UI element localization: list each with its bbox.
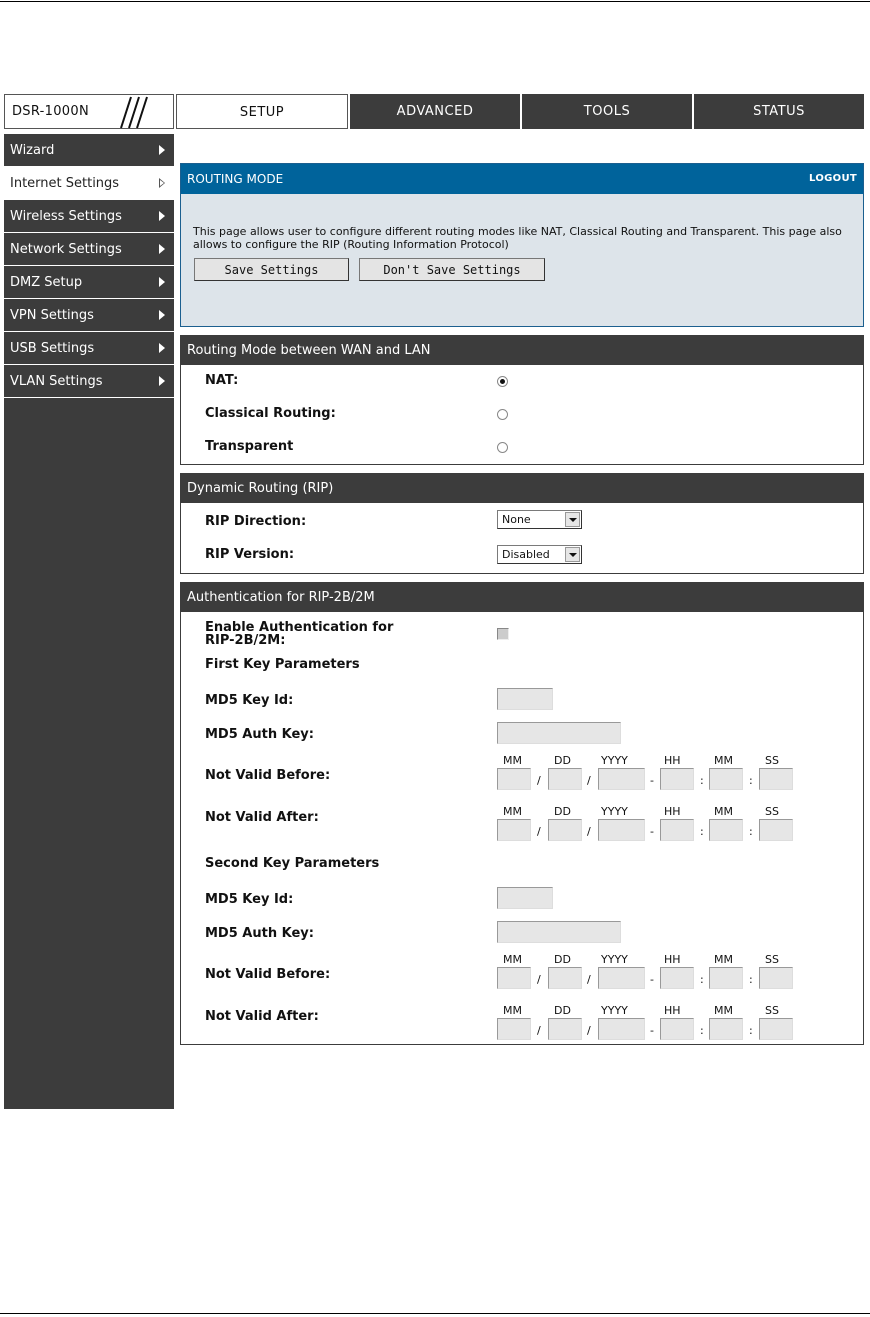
section-title: Dynamic Routing (RIP) [181, 474, 863, 503]
rip-version-select[interactable] [497, 545, 582, 564]
routing-mode-section [180, 335, 864, 465]
nat-label: NAT: [205, 373, 239, 388]
enable-auth-label-line1: Enable Authentication for [205, 620, 394, 635]
year-label: YYYY [601, 805, 628, 818]
first-not-valid-before-row [181, 751, 863, 789]
minute-label: MM [714, 1004, 733, 1017]
minute-label: MM [714, 805, 733, 818]
enable-auth-label [205, 621, 393, 647]
sidebar-item-network-settings[interactable] [4, 233, 174, 266]
classical-routing-label: Classical Routing: [205, 406, 336, 421]
first-key-title: First Key Parameters [205, 657, 360, 672]
sidebar-item-label: VLAN Settings [10, 374, 103, 389]
rip-direction-value: None [502, 513, 531, 526]
dropdown-arrow-icon [565, 512, 580, 527]
month-input[interactable] [497, 1018, 531, 1040]
sidebar-item-wireless-settings[interactable] [4, 200, 174, 233]
day-label: DD [554, 805, 571, 818]
first-md5-key-id-input[interactable] [497, 688, 553, 710]
transparent-row [181, 431, 863, 464]
hour-input[interactable] [660, 967, 694, 989]
year-input[interactable] [598, 768, 645, 790]
caret-right-icon [159, 178, 165, 188]
caret-right-icon [159, 277, 165, 287]
enable-auth-checkbox[interactable] [497, 628, 509, 640]
dont-save-settings-button[interactable]: Don't Save Settings [359, 258, 545, 281]
month-label: MM [503, 805, 522, 818]
date-time-separator: - [650, 774, 654, 787]
minute-label: MM [714, 754, 733, 767]
day-input[interactable] [548, 1018, 582, 1040]
date-separator: / [587, 825, 591, 838]
enable-auth-row [181, 612, 863, 654]
date-separator: / [587, 774, 591, 787]
hour-input[interactable] [660, 1018, 694, 1040]
rip-direction-select[interactable] [497, 510, 582, 529]
second-label: SS [765, 754, 779, 767]
time-separator: : [700, 973, 704, 986]
day-label: DD [554, 953, 571, 966]
caret-right-icon [159, 211, 165, 221]
tab-advanced[interactable]: ADVANCED [348, 94, 520, 129]
second-key-title: Second Key Parameters [205, 856, 380, 871]
first-md5-auth-key-input[interactable] [497, 722, 621, 744]
year-label: YYYY [601, 1004, 628, 1017]
rip-version-label: RIP Version: [205, 547, 295, 562]
not-valid-after-label: Not Valid After: [205, 810, 319, 825]
rip-version-value: Disabled [502, 548, 550, 561]
section-title: Routing Mode between WAN and LAN [181, 336, 863, 365]
rip-version-row [181, 537, 863, 573]
second-md5-auth-key-input[interactable] [497, 921, 621, 943]
hour-input[interactable] [660, 819, 694, 841]
md5-key-id-label: MD5 Key Id: [205, 892, 294, 907]
transparent-label: Transparent [205, 439, 294, 454]
day-input[interactable] [548, 967, 582, 989]
day-label: DD [554, 754, 571, 767]
caret-right-icon [159, 244, 165, 254]
logout-link[interactable]: LOGOUT [809, 173, 857, 184]
sidebar-item-label: USB Settings [10, 341, 95, 356]
second-label: SS [765, 1004, 779, 1017]
month-input[interactable] [497, 819, 531, 841]
date-separator: / [537, 825, 541, 838]
sidebar [4, 134, 174, 1109]
not-valid-after-label: Not Valid After: [205, 1009, 319, 1024]
second-md5-key-id-row [181, 881, 863, 916]
second-md5-key-id-input[interactable] [497, 887, 553, 909]
year-input[interactable] [598, 967, 645, 989]
date-separator: / [587, 973, 591, 986]
month-input[interactable] [497, 967, 531, 989]
sidebar-item-label: VPN Settings [10, 308, 94, 323]
sidebar-item-dmz-setup[interactable] [4, 266, 174, 299]
main-tabs [176, 94, 864, 129]
second-input[interactable] [759, 768, 793, 790]
not-valid-before-label: Not Valid Before: [205, 967, 331, 982]
second-label: SS [765, 805, 779, 818]
first-key-header-row [181, 654, 863, 682]
classical-routing-row [181, 398, 863, 431]
month-label: MM [503, 953, 522, 966]
model-logo [4, 94, 174, 129]
minute-input[interactable] [709, 819, 743, 841]
sidebar-item-label: Network Settings [10, 242, 122, 257]
sidebar-item-internet-settings[interactable] [4, 167, 174, 200]
minute-input[interactable] [709, 1018, 743, 1040]
nat-row [181, 365, 863, 398]
date-time-separator: - [650, 825, 654, 838]
first-md5-key-id-row [181, 682, 863, 717]
md5-auth-key-label: MD5 Auth Key: [205, 926, 314, 941]
routing-mode-panel [180, 163, 864, 327]
sidebar-item-usb-settings[interactable] [4, 332, 174, 365]
second-not-valid-after-row [181, 988, 863, 1044]
date-separator: / [537, 973, 541, 986]
page-top-rule [0, 1, 870, 2]
panel-title-bar [181, 164, 863, 194]
hour-input[interactable] [660, 768, 694, 790]
day-input[interactable] [548, 819, 582, 841]
second-input[interactable] [759, 967, 793, 989]
month-input[interactable] [497, 768, 531, 790]
hour-label: HH [664, 1004, 681, 1017]
second-key-header-row [181, 843, 863, 881]
minute-input[interactable] [709, 768, 743, 790]
minute-label: MM [714, 953, 733, 966]
page-bottom-rule [0, 1313, 870, 1314]
date-time-separator: - [650, 973, 654, 986]
second-md5-auth-key-row [181, 916, 863, 950]
page-description: This page allows user to configure different routing modes like NAT, Classical Routing and Transparent. This page also allows to configure the RIP (Routing Information Protocol) [193, 225, 842, 251]
rip-section [180, 473, 864, 574]
time-separator: : [700, 1024, 704, 1037]
second-label: SS [765, 953, 779, 966]
caret-right-icon [159, 343, 165, 353]
caret-right-icon [159, 376, 165, 386]
nat-radio[interactable] [497, 376, 508, 387]
hour-label: HH [664, 953, 681, 966]
authentication-section [180, 582, 864, 1045]
caret-right-icon [159, 310, 165, 320]
month-label: MM [503, 1004, 522, 1017]
month-label: MM [503, 754, 522, 767]
year-input[interactable] [598, 819, 645, 841]
rip-direction-label: RIP Direction: [205, 514, 307, 529]
day-label: DD [554, 1004, 571, 1017]
year-input[interactable] [598, 1018, 645, 1040]
action-buttons [194, 258, 863, 281]
first-not-valid-after-row [181, 789, 863, 843]
save-settings-button[interactable]: Save Settings [194, 258, 349, 281]
date-time-separator: - [650, 1024, 654, 1037]
sidebar-item-label: Wizard [10, 143, 55, 158]
hour-label: HH [664, 754, 681, 767]
time-separator: : [749, 973, 753, 986]
page-title: ROUTING MODE [187, 172, 284, 186]
classical-routing-radio[interactable] [497, 409, 508, 420]
tab-setup[interactable]: SETUP [176, 94, 348, 129]
date-separator: / [587, 1024, 591, 1037]
sidebar-item-vpn-settings[interactable] [4, 299, 174, 332]
time-separator: : [749, 774, 753, 787]
second-not-valid-before-row [181, 950, 863, 988]
tab-status[interactable]: STATUS [692, 94, 864, 129]
router-admin-ui [4, 94, 864, 1109]
sidebar-item-label: DMZ Setup [10, 275, 83, 290]
caret-right-icon [159, 145, 165, 155]
md5-key-id-label: MD5 Key Id: [205, 693, 294, 708]
first-md5-auth-key-row [181, 717, 863, 751]
tab-tools[interactable]: TOOLS [520, 94, 692, 129]
rip-direction-row [181, 503, 863, 537]
time-separator: : [749, 825, 753, 838]
enable-auth-label-line2: RIP-2B/2M: [205, 633, 286, 648]
transparent-radio[interactable] [497, 442, 508, 453]
md5-auth-key-label: MD5 Auth Key: [205, 727, 314, 742]
sidebar-item-vlan-settings[interactable] [4, 365, 174, 398]
sidebar-item-label: Wireless Settings [10, 209, 122, 224]
year-label: YYYY [601, 953, 628, 966]
sidebar-item-label: Internet Settings [10, 176, 120, 191]
time-separator: : [700, 825, 704, 838]
minute-input[interactable] [709, 967, 743, 989]
time-separator: : [700, 774, 704, 787]
second-input[interactable] [759, 819, 793, 841]
model-name: DSR-1000N [12, 104, 89, 119]
hour-label: HH [664, 805, 681, 818]
second-input[interactable] [759, 1018, 793, 1040]
section-title: Authentication for RIP-2B/2M [181, 583, 863, 612]
brand-slashes-icon [109, 95, 159, 130]
dropdown-arrow-icon [565, 547, 580, 562]
sidebar-item-wizard[interactable] [4, 134, 174, 167]
time-separator: : [749, 1024, 753, 1037]
year-label: YYYY [601, 754, 628, 767]
date-separator: / [537, 1024, 541, 1037]
not-valid-before-label: Not Valid Before: [205, 768, 331, 783]
date-separator: / [537, 774, 541, 787]
day-input[interactable] [548, 768, 582, 790]
main-content [180, 163, 864, 1045]
